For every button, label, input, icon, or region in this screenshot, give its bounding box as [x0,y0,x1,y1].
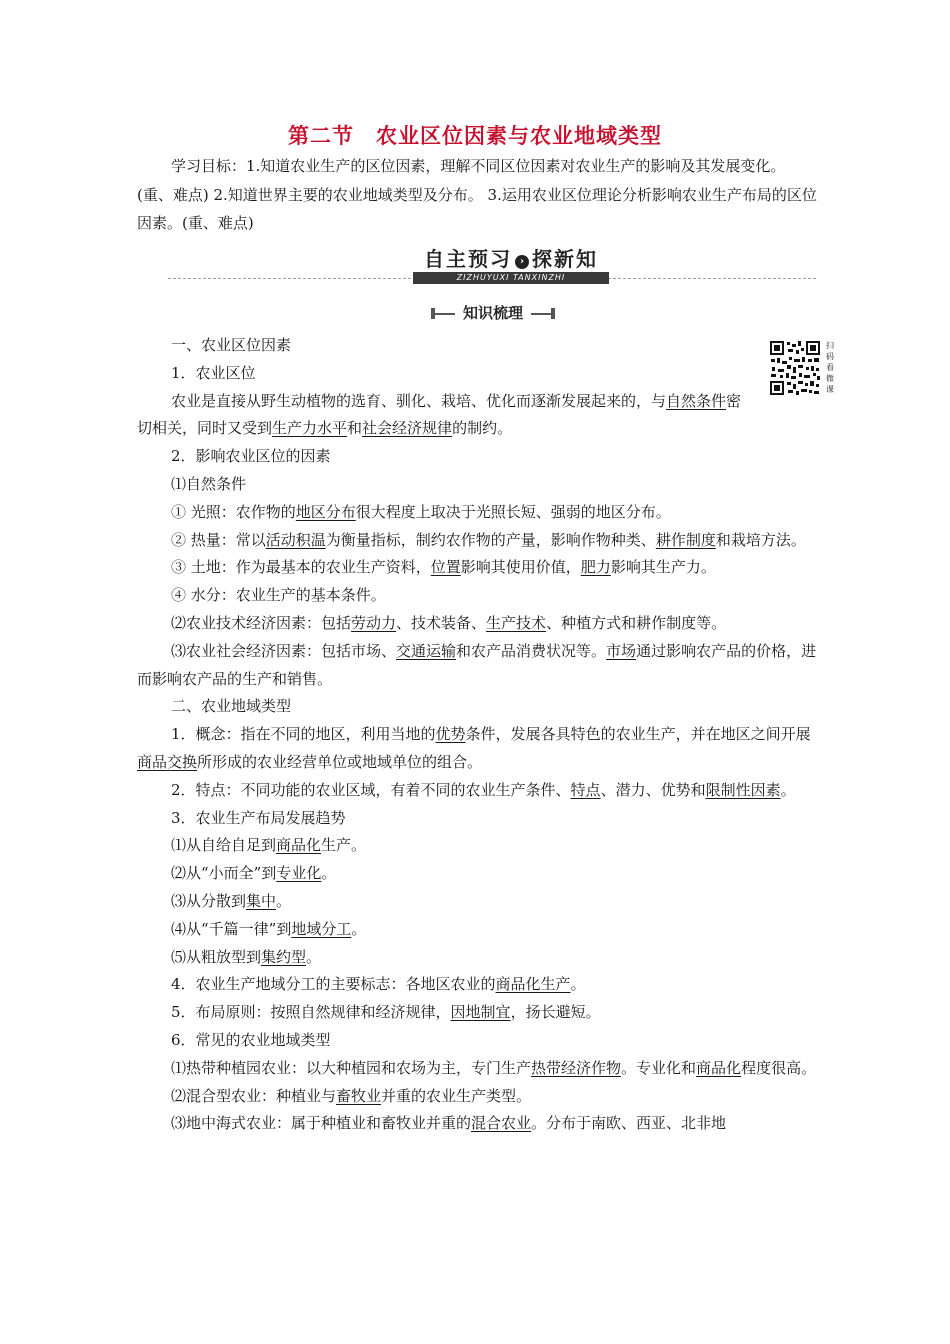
paragraph-text: 、技术装备、 [396,613,487,632]
body-paragraph [137,944,817,972]
underlined-term: 肥力 [580,558,611,577]
body-paragraph [137,582,817,610]
underlined-term: 劳动力 [351,613,397,632]
body-paragraph [137,999,817,1027]
paragraph-text: 5．布局原则：按照自然规律和经济规律， [171,1003,451,1022]
paragraph-text: 。 [306,947,322,966]
paragraph-text: 密切相关，同时又受到 [137,391,742,438]
paragraph-text: 和栽培方法。 [715,530,806,549]
qr-code-label: 扫码看微课 [826,341,834,394]
section-banner [413,247,609,271]
underlined-term: 专业化 [276,864,322,883]
underlined-term: 集约型 [261,947,307,966]
learning-goals [137,152,817,238]
underlined-term: 商品化生产 [495,975,571,994]
banner-left-text: 自主预习 [424,247,512,271]
underlined-term: 自然条件 [666,391,727,410]
body-paragraph [137,360,749,388]
paragraph-text: 。 [351,919,367,938]
paragraph-text: ② 热量：常以 [171,530,266,549]
paragraph-text: 并重的农业生产类型。 [381,1086,532,1105]
body-paragraph [137,860,817,888]
body-paragraph [137,1055,817,1083]
paragraph-text: 农业是直接从野生动植物的选育、驯化、栽培、优化而逐渐发展起来的，与 [171,391,667,410]
banner-subtitle: ZIZHUYUXI TANXINZHI [413,272,609,284]
underlined-term: 地区分布 [295,502,356,521]
section-tag-label: 知识梳理 [455,303,531,323]
section-tag [431,303,555,323]
body-paragraph [137,388,749,444]
body-paragraph [137,971,817,999]
paragraph-text: 。 [570,975,586,994]
paragraph-text: 、种植方式和耕作制度等。 [546,613,727,632]
paragraph-text: 。分布于南欧、西亚、北非地 [531,1114,727,1133]
paragraph-text: ④ 水分：农业生产的基本条件。 [171,586,386,605]
body-paragraph [137,888,817,916]
paragraph-text: ⑴自然条件 [171,474,247,493]
paragraph-text: 和 [347,419,363,438]
paragraph-text: 影响其使用价值， [460,558,581,577]
paragraph-text: 1．概念：指在不同的地区，利用当地的 [171,725,436,744]
underlined-term: 生产技术 [486,613,547,632]
paragraph-text: 2．影响农业区位的因素 [171,447,331,466]
underlined-term: 混合农业 [471,1114,532,1133]
paragraph-text: 条件，发展各具特色的农业生产，并在地区之间开展 [465,725,811,744]
underlined-term: 位置 [430,558,461,577]
underlined-term: 因地制宜 [450,1003,511,1022]
page-title: 第二节 农业区位因素与农业地域类型 [288,124,662,148]
paragraph-text: 通过影响农产品的价格，进而影响农产品的生产和销售。 [137,641,817,688]
paragraph-text: 很大程度上取决于光照长短、强弱的地区分布。 [355,502,671,521]
body-paragraph [137,721,817,777]
paragraph-text: ⑵农业技术经济因素：包括 [171,613,352,632]
underlined-term: 地域分工 [291,919,352,938]
paragraph-text: 。专业化和 [621,1058,697,1077]
body-paragraph [137,916,817,944]
body-paragraph [137,527,817,555]
paragraph-text: 影响其生产力。 [610,558,716,577]
underlined-term: 商品化 [696,1058,742,1077]
underlined-term: 社会经济规律 [362,419,453,438]
paragraph-text: 为衡量指标，制约农作物的产量，影响作物种类、 [325,530,656,549]
body-paragraph [137,499,817,527]
paragraph-text: 1．农业区位 [171,363,256,382]
paragraph-text: ⑶地中海式农业：属于种植业和畜牧业并重的 [171,1114,472,1133]
paragraph-text: 2．特点：不同功能的农业区域，有着不同的农业生产条件、 [171,780,571,799]
body-paragraph [137,471,817,499]
paragraph-text: ⑴热带种植园农业：以大种植园和农场为主，专门生产 [171,1058,532,1077]
section-tag-left-cap [431,308,435,319]
paragraph-text: ，扬长避短。 [510,1003,601,1022]
underlined-term: 市场 [606,641,637,660]
underlined-term: 畜牧业 [336,1086,382,1105]
body-paragraph [137,1027,817,1055]
learning-goals-text: 学习目标：1.知道农业生产的区位因素，理解不同区位因素对农业生产的影响及其发展变化。(重、难点) 2.知道世界主要的农业地域类型及分布。 3.运用农业区位理论分析影响农业生产布局的区位因素。(重、难点) [137,157,817,232]
body-paragraph [137,610,817,638]
section-tag-right-cap [551,308,555,319]
underlined-term: 交通运输 [396,641,457,660]
paragraph-text: 生产。 [321,836,367,855]
paragraph-text: ⑶从分散到 [171,891,247,910]
body-paragraph [137,638,817,694]
paragraph-text: 的制约。 [452,419,513,438]
paragraph-text: 、潜力、优势和 [600,780,706,799]
underlined-term: 商品交换 [137,752,198,771]
paragraph-text: ⑵从“小而全”到 [171,864,277,883]
underlined-term: 优势 [435,725,466,744]
underlined-term: 生产力水平 [272,419,348,438]
body-paragraph [137,1083,817,1111]
paragraph-text: 。 [276,891,292,910]
underlined-term: 商品化 [276,836,322,855]
body-paragraph [137,443,817,471]
body-paragraph [137,777,817,805]
underlined-term: 限制性因素 [705,780,781,799]
paragraph-text: 和农产品消费状况等。 [456,641,607,660]
paragraph-text: ⑸从粗放型到 [171,947,262,966]
chevron-right-icon: › [515,255,529,269]
underlined-term: 特点 [570,780,601,799]
underlined-term: 耕作制度 [655,530,716,549]
paragraph-text: 。 [780,780,796,799]
paragraph-text: ① 光照：农作物的 [171,502,296,521]
paragraph-text: ⑶农业社会经济因素：包括市场、 [171,641,397,660]
body-paragraph [137,1110,817,1138]
underlined-term: 集中 [246,891,277,910]
paragraph-text: 3．农业生产布局发展趋势 [171,808,346,827]
paragraph-text: ⑵混合型农业：种植业与 [171,1086,337,1105]
paragraph-text: 程度很高。 [741,1058,817,1077]
paragraph-text: 4．农业生产地域分工的主要标志：各地区农业的 [171,975,496,994]
body-paragraph [137,693,817,721]
body-paragraph [137,805,817,833]
paragraph-text: ③ 土地：作为最基本的农业生产资料， [171,558,431,577]
body-paragraph [137,554,817,582]
paragraph-text: ⑷从“千篇一律”到 [171,919,292,938]
body-paragraph [137,332,749,360]
paragraph-text: 6．常见的农业地域类型 [171,1030,331,1049]
paragraph-text: ⑴从自给自足到 [171,836,277,855]
paragraph-text: 二、农业地域类型 [171,697,292,716]
underlined-term: 热带经济作物 [531,1058,622,1077]
paragraph-text: 所形成的农业经营单位或地域单位的组合。 [197,752,483,771]
paragraph-text: 。 [321,864,337,883]
underlined-term: 活动积温 [265,530,326,549]
body-paragraph [137,832,817,860]
paragraph-text: 一、农业区位因素 [171,336,292,354]
banner-right-text: 探新知 [532,247,598,271]
document-body [137,332,817,1138]
